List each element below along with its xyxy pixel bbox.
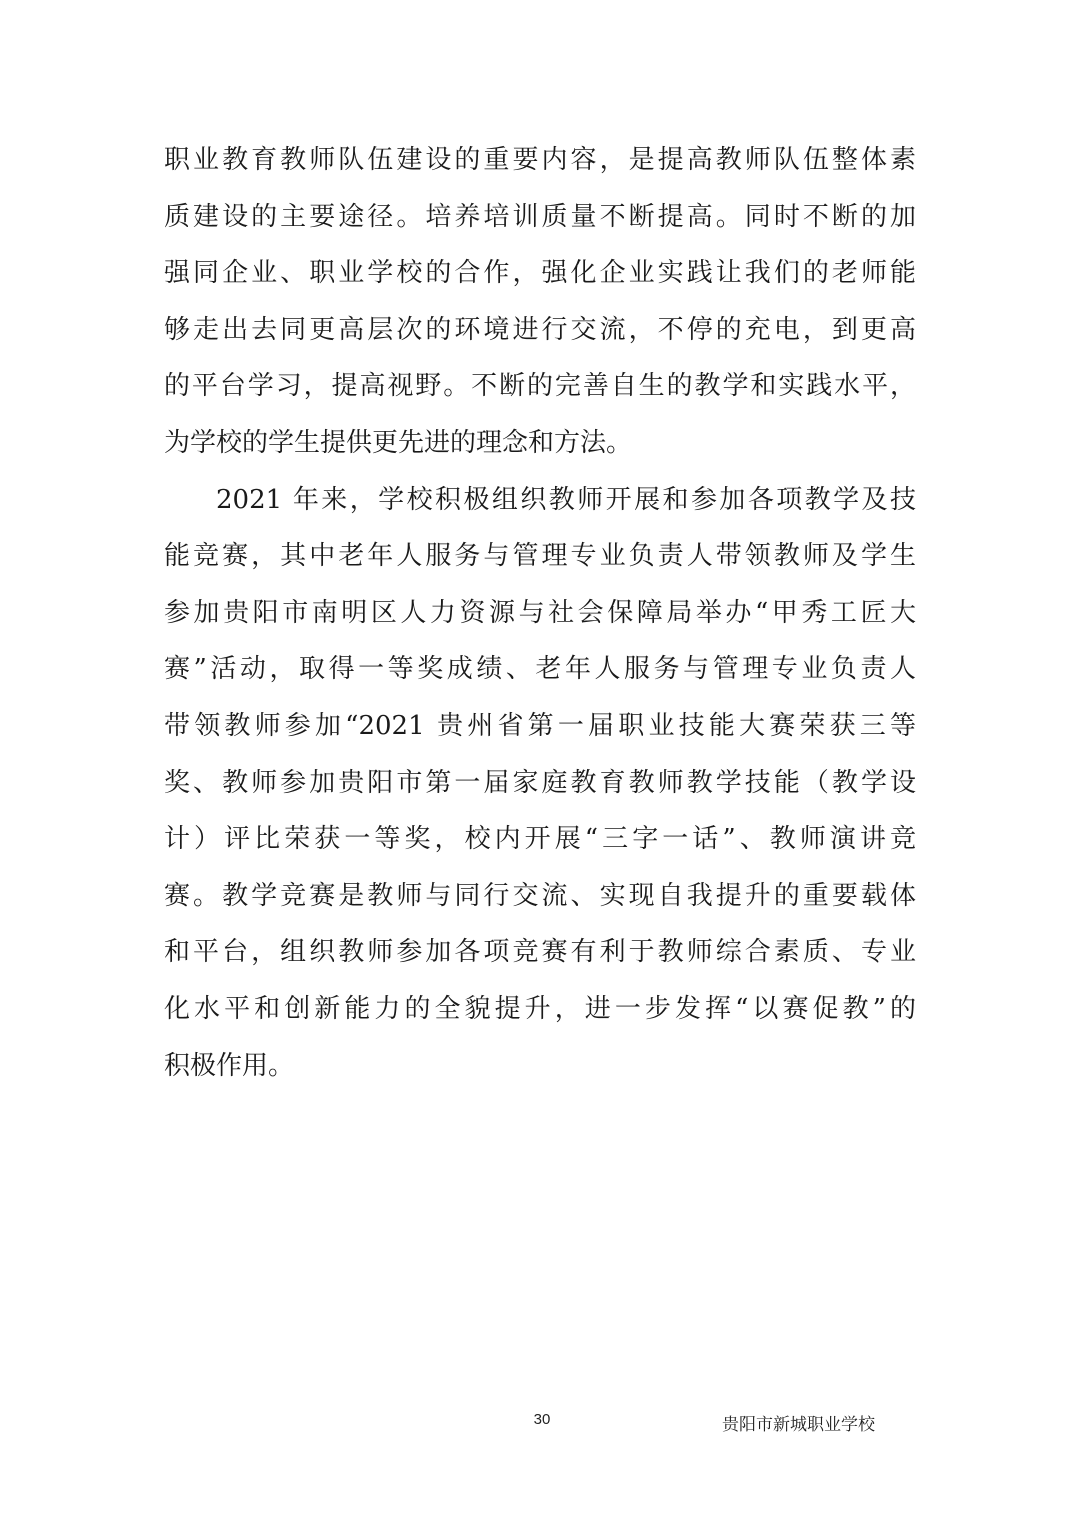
paragraph-2-line-9: 和平台，组织教师参加各项竞赛有利于教师综合素质、专业 xyxy=(164,937,916,968)
footer-school-name: 贵阳市新城职业学校 xyxy=(722,1415,875,1435)
paragraph-2-line-8: 赛。教学竞赛是教师与同行交流、实现自我提升的重要载体 xyxy=(164,880,916,911)
paragraph-1-line-3: 强同企业、职业学校的合作，强化企业实践让我们的老师能 xyxy=(164,258,916,289)
paragraph-1-line-5: 的平台学习，提高视野。不断的完善自生的教学和实践水平， xyxy=(164,371,916,402)
paragraph-1-line-1: 职业教育教师队伍建设的重要内容，是提高教师队伍整体素 xyxy=(164,145,916,175)
paragraph-2-line-3: 参加贵阳市南明区人力资源与社会保障局举办“甲秀工匠大 xyxy=(164,597,916,628)
paragraph-2-line-2: 能竞赛，其中老年人服务与管理专业负责人带领教师及学生 xyxy=(164,541,916,572)
body-text xyxy=(164,132,916,1094)
paragraph-2-line-1: 2021 年来，学校积极组织教师开展和参加各项教学及技 xyxy=(216,484,916,515)
paragraph-2-line-11: 积极作用。 xyxy=(164,1050,295,1081)
paragraph-2-line-5: 带领教师参加“2021 贵州省第一届职业技能大赛荣获三等 xyxy=(164,710,916,741)
paragraph-2-line-4: 赛”活动，取得一等奖成绩、老年人服务与管理专业负责人 xyxy=(164,654,916,685)
paragraph-1-line-2: 质建设的主要途径。培养培训质量不断提高。同时不断的加 xyxy=(164,201,916,232)
page-number: 30 xyxy=(533,1411,551,1428)
paragraph-1-line-4: 够走出去同更高层次的环境进行交流，不停的充电，到更高 xyxy=(164,314,916,345)
paragraph-2-line-7: 计）评比荣获一等奖，校内开展“三字一话”、教师演讲竞 xyxy=(164,824,916,855)
paragraph-2-line-6: 奖、教师参加贵阳市第一届家庭教育教师教学技能（教学设 xyxy=(164,767,916,798)
paragraph-1-line-6: 为学校的学生提供更先进的理念和方法。 xyxy=(164,427,633,458)
paragraph-2-line-10: 化水平和创新能力的全貌提升，进一步发挥“以赛促教”的 xyxy=(164,993,916,1024)
